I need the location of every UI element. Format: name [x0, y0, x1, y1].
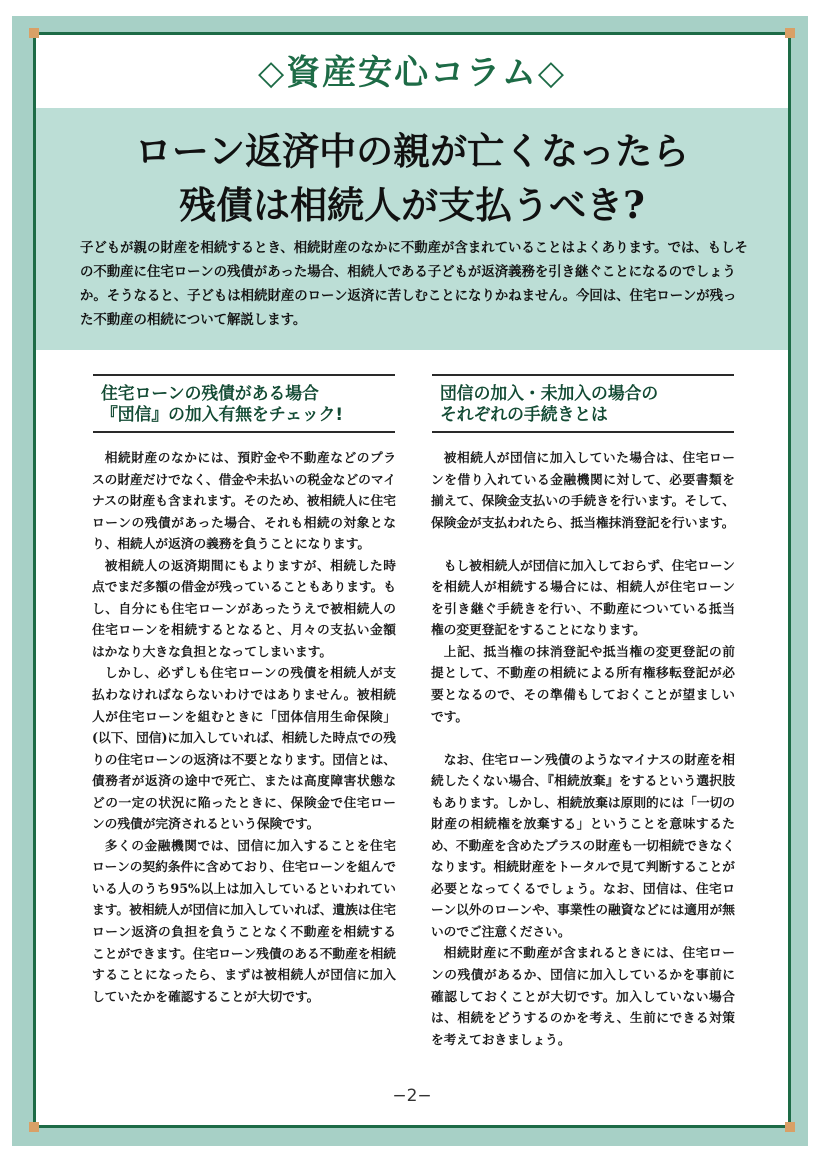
- right-heading-line-2: それぞれの手続きとは: [440, 404, 608, 424]
- headline: [36, 124, 788, 232]
- left-paragraph: しかし、必ずしも住宅ローンの残債を相続人が支払わなければならないわけではありません。被相続人が住宅ローンを組むときに「団体信用生命保険」(以下、団信)に加入していれば、相続した時点での残りの住宅ローンの返済は不要となります。団信とは、債務者が返済の途中で死亡、または高度障害状態などの一定の状況に陥ったときに、保険金で住宅ローンの残債が完済されるという保険です。: [92, 665, 396, 832]
- column-title: ◇資産安心コラム◇: [258, 53, 566, 93]
- right-section-heading: [432, 374, 734, 433]
- corner-ornament: [785, 28, 795, 38]
- left-heading-line-2: 『団信』の加入有無をチェック!: [101, 404, 344, 424]
- right-column: [431, 447, 735, 1050]
- headline-line-1: ローン返済中の親が亡くなったら: [134, 129, 690, 173]
- right-heading-line-1: 団信の加入・未加入の場合の: [440, 383, 659, 403]
- left-section-heading: [93, 374, 395, 433]
- left-heading-line-1: 住宅ローンの残債がある場合: [101, 383, 319, 403]
- headline-line-2: 残債は相続人が支払うべき?: [179, 183, 645, 227]
- left-paragraph: 被相続人の返済期間にもよりますが、相続した時点でまだ多額の借金が残っていることもあります。もし、自分にも住宅ローンがあったうえで被相続人の住宅ローンを相続するとなると、月々の支払い金額はかなり大きな負担となってしまいます。: [92, 557, 396, 659]
- right-paragraph: 相続財産に不動産が含まれるときには、住宅ローンの残債があるか、団信に加入しているかを事前に確認しておくことが大切です。加入していない場合は、相続をどうするのかを考え、生前にできる対策を考えておきましょう。: [431, 945, 735, 1047]
- right-paragraph: 被相続人が団信に加入していた場合は、住宅ローンを借り入れている金融機関に対して、必要書類を揃えて、保険金支払いの手続きを行います。そして、保険金が支払われたら、抵当権抹消登記を行います。: [431, 450, 735, 530]
- corner-ornament: [29, 28, 39, 38]
- right-paragraph: なお、住宅ローン残債のようなマイナスの財産を相続したくない場合、『相続放棄』をするという選択肢もあります。しかし、相続放棄は原則的には「一切の財産の相続権を放棄する」ということを意味するため、不動産を含めたプラスの財産も一切相続できなくなります。相続財産をトータルで見て判断することが必要となってくるでしょう。なお、団信は、住宅ローン以外のローンや、事業性の融資などには適用が無いのでご注意ください。: [431, 751, 735, 939]
- corner-ornament: [785, 1122, 795, 1132]
- left-column: [92, 447, 396, 1007]
- left-paragraph: 相続財産のなかには、預貯金や不動産などのプラスの財産だけでなく、借金や未払いの税金などのマイナスの財産も含まれます。そのため、被相続人に住宅ローンの残債があった場合、それも相続の対象となり、相続人が返済の義務を負うことになります。: [92, 450, 396, 552]
- right-paragraph: もし被相続人が団信に加入しておらず、住宅ローンを相続人が相続する場合には、相続人が住宅ローンを引き継ぐ手続きを行い、不動産についている抵当権の変更登記をすることになります。: [431, 557, 735, 638]
- right-paragraph: 上記、抵当権の抹消登記や抵当権の変更登記の前提として、不動産の相続による所有権移転登記が必要となるので、その準備もしておくことが望ましいです。: [431, 643, 735, 724]
- left-paragraph: 多くの金融機関では、団信に加入することを住宅ローンの契約条件に含めており、住宅ローンを組んでいる人のうち95%以上は加入しているといわれています。被相続人が団信に加入していれば、遺族は住宅ローン返済の負担を負うことなく不動産を相続することができます。住宅ローン残債のある不動産を相続することになったら、まずは被相続人が団信に加入していたかを確認することが大切です。: [92, 837, 396, 1004]
- page-number: −2−: [392, 1086, 432, 1106]
- corner-ornament: [29, 1122, 39, 1132]
- intro-text: [80, 236, 748, 332]
- intro-paragraph: 子どもが親の財産を相続するとき、相続財産のなかに不動産が含まれていることはよくあります。では、もしその不動産に住宅ローンの残債があった場合、相続人である子どもが返済義務を引き継ぐことになるのでしょうか。そうなると、子どもは相続財産のローン返済に苦しむことになりかねません。今回は、住宅ローンが残った不動産の相続について解説します。: [80, 240, 748, 328]
